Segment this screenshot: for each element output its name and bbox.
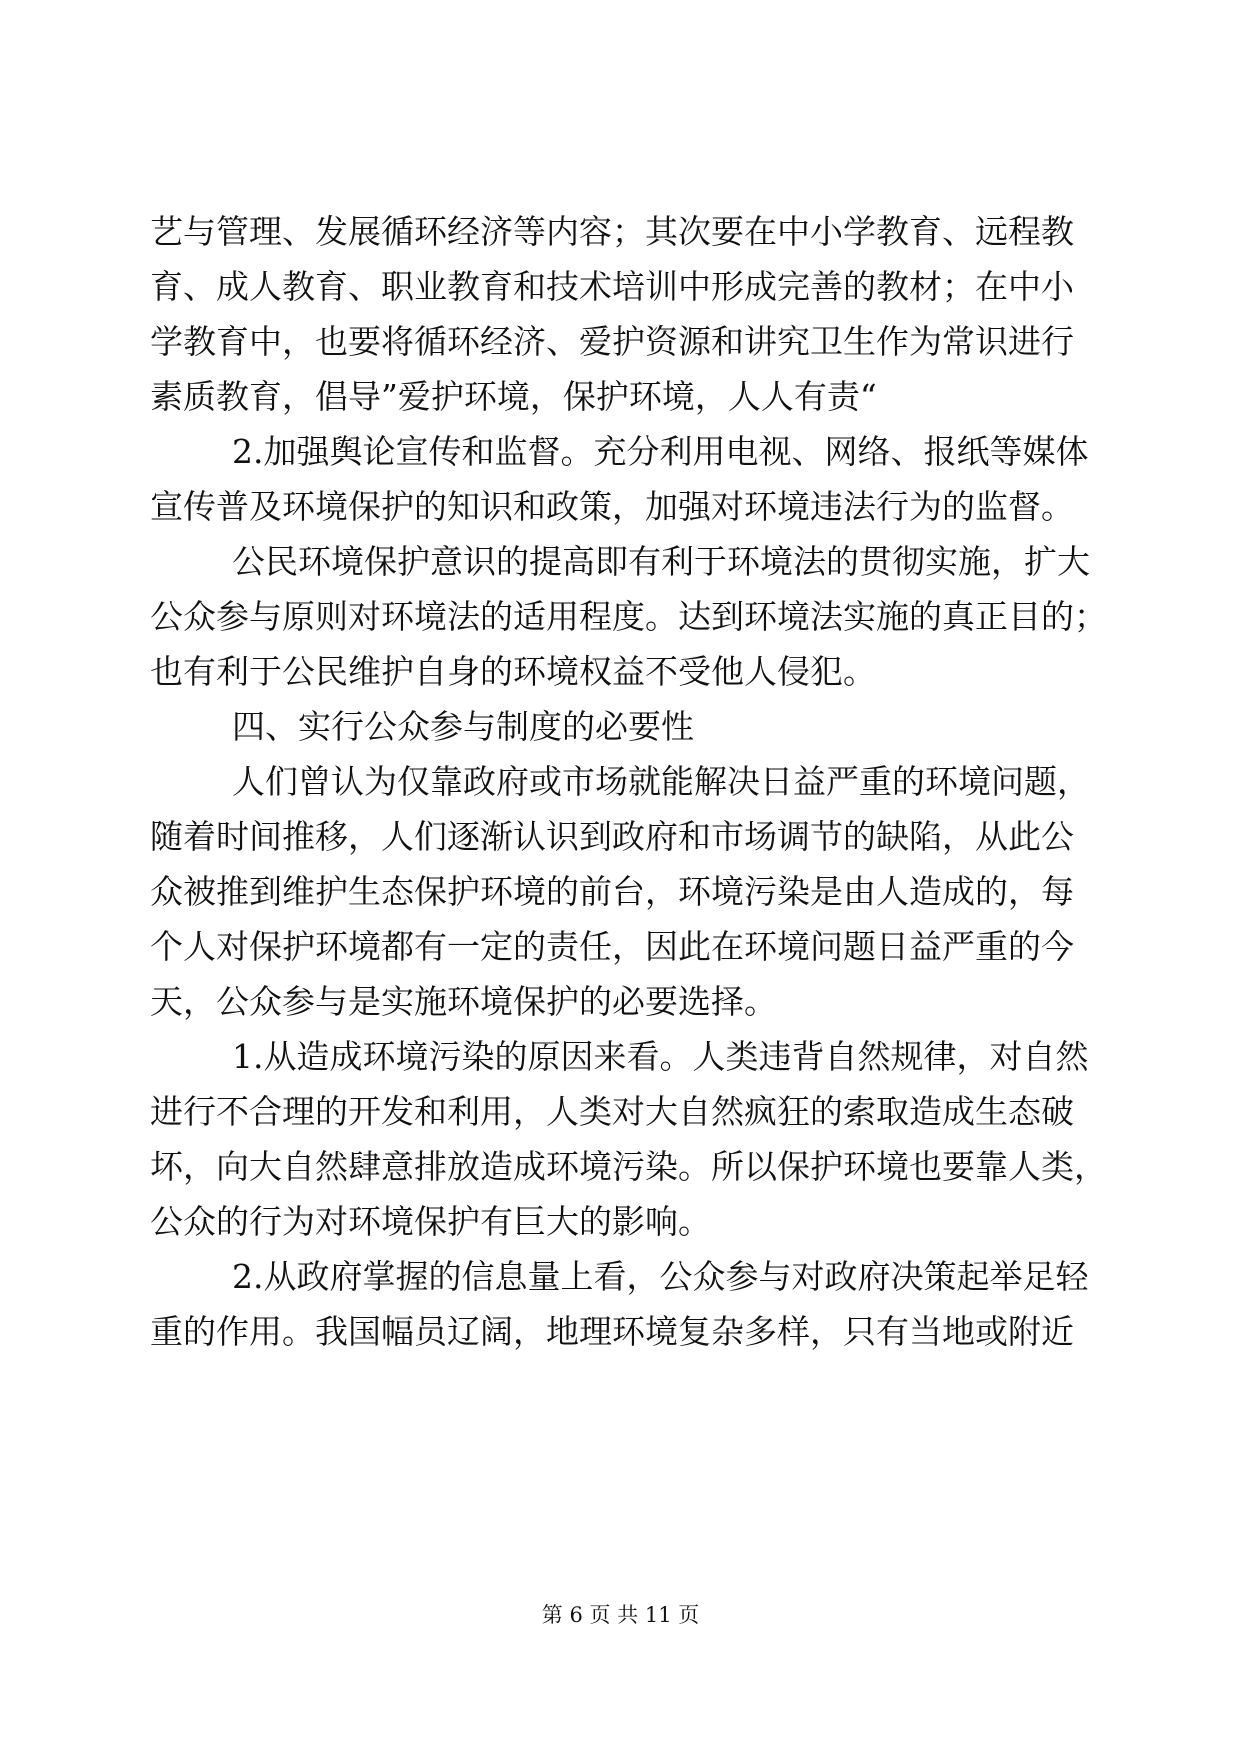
body-text-line: 坏，向大自然肆意排放造成环境污染。所以保护环境也要靠人类， [150, 1147, 1107, 1186]
body-text-line: 素质教育，倡导”爱护环境，保护环境，人人有责“ [150, 377, 877, 416]
section-heading: 四、实行公众参与制度的必要性 [232, 707, 694, 746]
body-text-line: 众被推到维护生态保护环境的前台，环境污染是由人造成的，每 [150, 872, 1074, 911]
paragraph-first-line: 2.从政府掌握的信息量上看，公众参与对政府决策起举足轻 [232, 1257, 1089, 1296]
body-text-line: 重的作用。我国幅员辽阔，地理环境复杂多样，只有当地或附近 [150, 1312, 1074, 1351]
paragraph-first-line: 2.加强舆论宣传和监督。充分利用电视、网络、报纸等媒体 [232, 432, 1089, 471]
body-text-line: 天，公众参与是实施环境保护的必要选择。 [150, 982, 777, 1021]
page-number-footer: 第 6 页 共 11 页 [541, 1603, 700, 1627]
body-text-line: 随着时间推移，人们逐渐认识到政府和市场调节的缺陷，从此公 [150, 817, 1074, 856]
body-text-line: 宣传普及环境保护的知识和政策，加强对环境违法行为的监督。 [150, 487, 1074, 526]
body-text-line: 也有利于公民维护自身的环境权益不受他人侵犯。 [150, 652, 876, 691]
body-text-line: 艺与管理、发展循环经济等内容；其次要在中小学教育、远程教 [150, 212, 1074, 251]
paragraph-first-line: 人们曾认为仅靠政府或市场就能解决日益严重的环境问题， [232, 762, 1090, 801]
body-text-line: 公众参与原则对环境法的适用程度。达到环境法实施的真正目的； [150, 597, 1107, 636]
paragraph-first-line: 1.从造成环境污染的原因来看。人类违背自然规律，对自然 [232, 1037, 1089, 1076]
body-text-line: 育、成人教育、职业教育和技术培训中形成完善的教材；在中小 [150, 267, 1074, 306]
body-text-line: 个人对保护环境都有一定的责任，因此在环境问题日益严重的今 [150, 927, 1074, 966]
body-text-line: 公众的行为对环境保护有巨大的影响。 [150, 1202, 711, 1241]
paragraph-first-line: 公民环境保护意识的提高即有利于环境法的贯彻实施，扩大 [232, 542, 1090, 581]
body-text-line: 进行不合理的开发和利用，人类对大自然疯狂的索取造成生态破 [150, 1092, 1074, 1131]
body-text-line: 学教育中，也要将循环经济、爱护资源和讲究卫生作为常识进行 [150, 322, 1074, 361]
